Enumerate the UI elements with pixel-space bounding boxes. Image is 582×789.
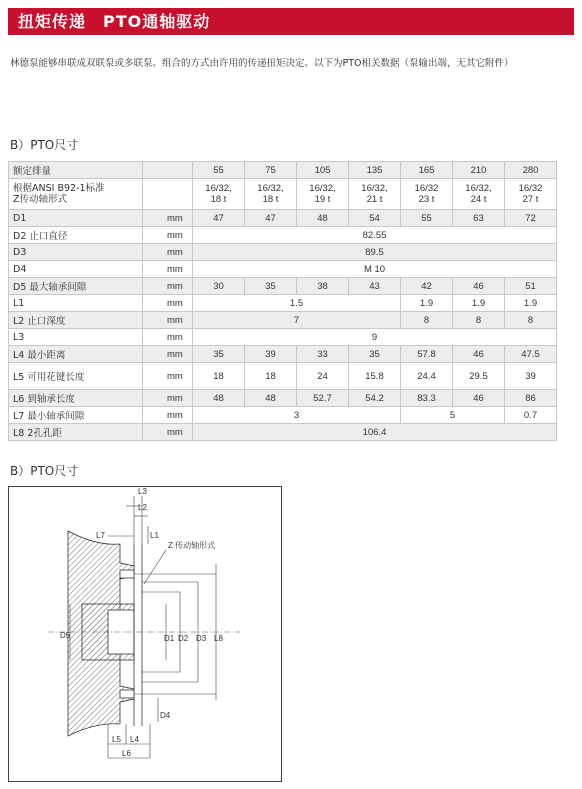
table-cell: 30 xyxy=(193,278,245,295)
table-cell: 8 xyxy=(453,312,505,329)
label-l5: L5 xyxy=(112,735,121,744)
table-cell: 47 xyxy=(245,210,297,227)
table-cell: 33 xyxy=(297,346,349,363)
table-cell: 1.5 xyxy=(193,295,401,312)
table-cell: 16/32, 19 t xyxy=(297,179,349,210)
row-label: D5 最大轴承间隙 xyxy=(9,278,143,295)
row-label: D1 xyxy=(9,210,143,227)
row-label: 根据ANSI B92-1标准 Z传动轴形式 xyxy=(9,179,143,210)
table-cell: 16/32 27 t xyxy=(505,179,557,210)
table-cell: 165 xyxy=(401,162,453,179)
row-unit: mm xyxy=(143,295,193,312)
label-l1: L1 xyxy=(150,531,159,540)
pto-drawing xyxy=(8,486,282,782)
table-cell: 54 xyxy=(349,210,401,227)
table-row xyxy=(9,295,557,312)
table-cell: 18 xyxy=(193,363,245,390)
table-row xyxy=(9,363,557,390)
row-label: D4 xyxy=(9,261,143,278)
table-cell: 35 xyxy=(245,278,297,295)
table-row xyxy=(9,346,557,363)
table-cell: 1.9 xyxy=(505,295,557,312)
section-title-drawing: B）PTO尺寸 xyxy=(10,464,79,478)
row-label: L4 最小距离 xyxy=(9,346,143,363)
table-cell: 48 xyxy=(245,390,297,407)
label-z: Z 传动轴形式 xyxy=(168,541,216,550)
table-cell: 3 xyxy=(193,407,401,424)
table-cell: 9 xyxy=(193,329,557,346)
label-d5: D5 xyxy=(60,631,71,640)
table-cell: 47.5 xyxy=(505,346,557,363)
intro-text: 林德泵能够串联成双联泵或多联泵。组合的方式由许用的传递扭矩决定。以下为PTO相关数据（泵输出端，无其它附件） xyxy=(10,58,514,69)
table-cell: 29.5 xyxy=(453,363,505,390)
row-unit: mm xyxy=(143,346,193,363)
row-unit: mm xyxy=(143,244,193,261)
row-label: L7 最小轴承间隙 xyxy=(9,407,143,424)
row-label: L1 xyxy=(9,295,143,312)
table-cell: 35 xyxy=(193,346,245,363)
table-cell: 16/32, 18 t xyxy=(245,179,297,210)
table-cell: 57.8 xyxy=(401,346,453,363)
table-row xyxy=(9,312,557,329)
table-row xyxy=(9,179,557,210)
table-cell: 18 xyxy=(245,363,297,390)
label-l3: L3 xyxy=(138,487,147,496)
table-cell: 5 xyxy=(401,407,505,424)
table-cell: 16/32 23 t xyxy=(401,179,453,210)
table-cell: 0.7 xyxy=(505,407,557,424)
pto-dimensions-table xyxy=(8,161,557,441)
row-unit: mm xyxy=(143,363,193,390)
bolt-hole-top xyxy=(120,570,134,578)
table-cell: 39 xyxy=(245,346,297,363)
table-cell: 46 xyxy=(453,390,505,407)
table-cell: 72 xyxy=(505,210,557,227)
table-cell: 52.7 xyxy=(297,390,349,407)
table-row xyxy=(9,244,557,261)
table-cell: 35 xyxy=(349,346,401,363)
row-label: D2 止口直径 xyxy=(9,227,143,244)
label-l8: L8 xyxy=(214,634,223,643)
table-cell: 16/32, 21 t xyxy=(349,179,401,210)
table-cell: 47 xyxy=(193,210,245,227)
table-cell: 24.4 xyxy=(401,363,453,390)
row-unit: mm xyxy=(143,329,193,346)
row-label: L8 2孔孔距 xyxy=(9,424,143,441)
table-cell: 135 xyxy=(349,162,401,179)
label-l7: L7 xyxy=(96,531,105,540)
table-cell: 46 xyxy=(453,346,505,363)
table-cell: 1.9 xyxy=(453,295,505,312)
table-cell: 63 xyxy=(453,210,505,227)
page-title: 扭矩传递 PTO通轴驱动 xyxy=(18,12,211,31)
row-label: 额定排量 xyxy=(9,162,143,179)
table-cell: M 10 xyxy=(193,261,557,278)
row-unit xyxy=(143,162,193,179)
table-cell: 106.4 xyxy=(193,424,557,441)
table-cell: 8 xyxy=(505,312,557,329)
table-cell: 38 xyxy=(297,278,349,295)
label-d4: D4 xyxy=(160,711,171,720)
table-cell: 39 xyxy=(505,363,557,390)
row-unit: mm xyxy=(143,424,193,441)
row-label: L6 到轴承长度 xyxy=(9,390,143,407)
label-l4: L4 xyxy=(130,735,139,744)
row-unit: mm xyxy=(143,261,193,278)
table-cell: 24 xyxy=(297,363,349,390)
drawing-frame xyxy=(9,487,282,782)
table-cell: 55 xyxy=(193,162,245,179)
table-cell: 7 xyxy=(193,312,401,329)
label-l2: L2 xyxy=(138,503,147,512)
table-cell: 16/32, 24 t xyxy=(453,179,505,210)
row-label: L3 xyxy=(9,329,143,346)
table-row xyxy=(9,424,557,441)
row-unit: mm xyxy=(143,278,193,295)
table-row xyxy=(9,329,557,346)
label-d3: D3 xyxy=(196,634,207,643)
table-cell: 46 xyxy=(453,278,505,295)
table-cell: 105 xyxy=(297,162,349,179)
table-cell: 16/32, 18 t xyxy=(193,179,245,210)
row-label: L2 止口深度 xyxy=(9,312,143,329)
bolt-hole-bottom xyxy=(120,690,134,698)
table-row xyxy=(9,162,557,179)
row-unit: mm xyxy=(143,210,193,227)
page-header xyxy=(8,8,574,35)
table-cell: 1.9 xyxy=(401,295,453,312)
table-cell: 210 xyxy=(453,162,505,179)
table-cell: 15.8 xyxy=(349,363,401,390)
row-label: D3 xyxy=(9,244,143,261)
table-row xyxy=(9,390,557,407)
table-row xyxy=(9,210,557,227)
section-title-table: B）PTO尺寸 xyxy=(10,138,79,152)
table-cell: 42 xyxy=(401,278,453,295)
table-cell: 82.55 xyxy=(193,227,557,244)
table-cell: 51 xyxy=(505,278,557,295)
table-cell: 48 xyxy=(297,210,349,227)
row-unit xyxy=(143,179,193,210)
table-cell: 55 xyxy=(401,210,453,227)
table-row xyxy=(9,278,557,295)
table-cell: 89.5 xyxy=(193,244,557,261)
row-unit: mm xyxy=(143,312,193,329)
row-label: L5 可用花键长度 xyxy=(9,363,143,390)
row-unit: mm xyxy=(143,390,193,407)
table-cell: 86 xyxy=(505,390,557,407)
table-cell: 83.3 xyxy=(401,390,453,407)
table-cell: 280 xyxy=(505,162,557,179)
table-cell: 48 xyxy=(193,390,245,407)
label-l6: L6 xyxy=(122,749,131,758)
table-row xyxy=(9,261,557,278)
row-unit: mm xyxy=(143,407,193,424)
label-d2: D2 xyxy=(178,634,189,643)
table-row xyxy=(9,407,557,424)
table-cell: 43 xyxy=(349,278,401,295)
label-d1: D1 xyxy=(164,634,175,643)
row-unit: mm xyxy=(143,227,193,244)
table-cell: 8 xyxy=(401,312,453,329)
table-row xyxy=(9,227,557,244)
table-cell: 75 xyxy=(245,162,297,179)
table-cell: 54.2 xyxy=(349,390,401,407)
